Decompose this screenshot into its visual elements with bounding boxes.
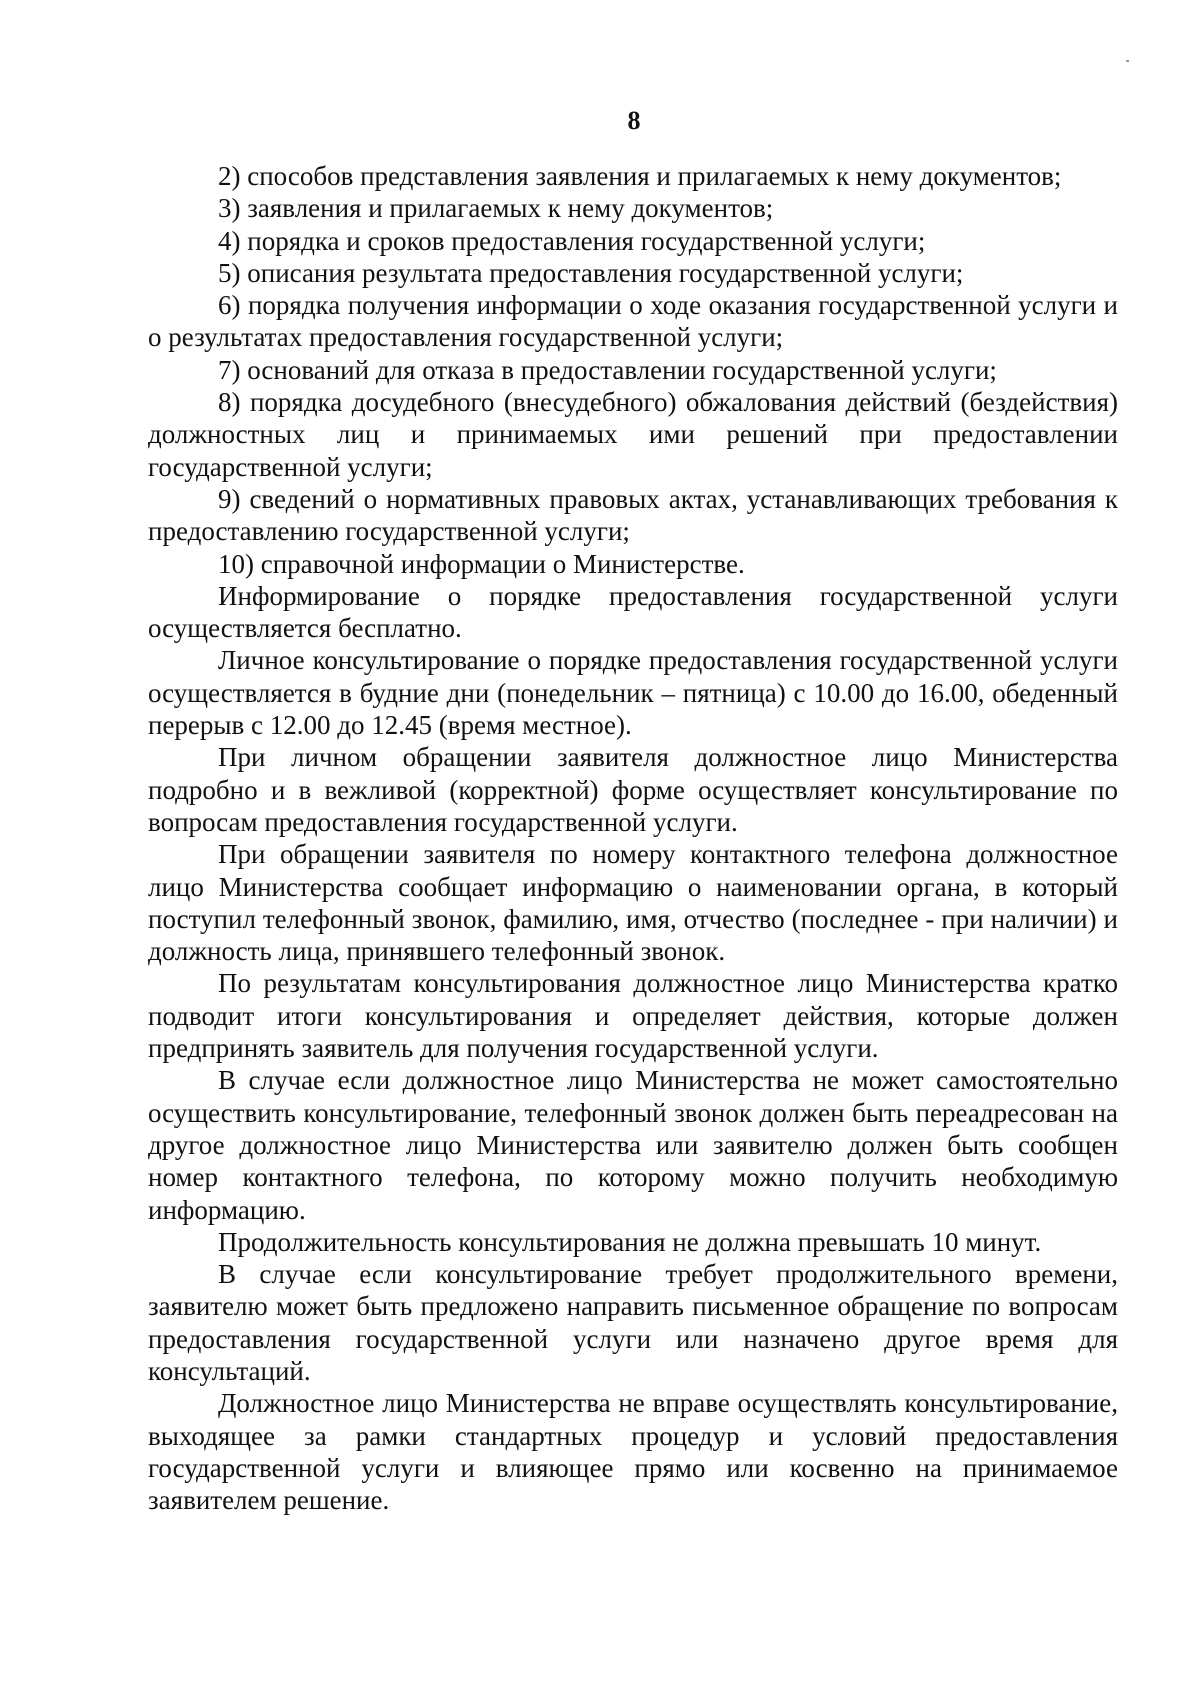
list-item-7: 7) оснований для отказа в предоставлении государственной услуги; (218, 354, 997, 385)
list-item-10: 10) справочной информации о Министерстве. (218, 548, 745, 579)
paragraph-long-consulting: В случае если консультирование требует продолжительного времени, заявителю может быть предложено направить письменное обращение по вопросам предоставления государственной услуги или назначено другое время для консультаций. (148, 1259, 1118, 1386)
paragraph-consulting-scope: Должностное лицо Министерства не вправе осуществлять консультирование, выходящее за рамки стандартных процедур и условий предоставления государственной услуги и влияющее прямо или косвенно на принимаемое заявителем решение. (148, 1388, 1118, 1516)
paragraph-phone-request: При обращении заявителя по номеру контактного телефона должностное лицо Министерства сообщает информацию о наименовании органа, в который поступил телефонный звонок, фамилию, имя, отчество (последнее - при наличии) и должность лица, принявшего телефонный звонок. (148, 839, 1118, 967)
paragraph-call-redirect: В случае если должностное лицо Министерства не может самостоятельно осуществить консультирование, телефонный звонок должен быть переадресован на другое должностное лицо Министерства или заявителю должен быть сообщен номер контактного телефона, по которому можно получить необходимую информацию. (148, 1065, 1118, 1225)
paragraph-consulting-results: По результатам консультирования должностное лицо Министерства кратко подводит итоги консультирования и определяет действия, которые должен предпринять заявитель для получения государственной услуги. (148, 968, 1118, 1064)
list-item-3: 3) заявления и прилагаемых к нему документов; (218, 193, 774, 224)
paragraph-personal-consulting-hours: Личное консультирование о порядке предоставления государственной услуги осуществляется в будние дни (понедельник – пятница) с 10.00 до 16.00, обеденный перерыв с 12.00 до 12.45 (время местное). (148, 645, 1118, 741)
page-number: 8 (627, 106, 641, 135)
paragraph-duration-limit: Продолжительность консультирования не должна превышать 10 минут. (218, 1226, 1042, 1257)
paragraph-free-informing: Информирование о порядке предоставления государственной услуги осуществляется бесплатно. (148, 580, 1118, 644)
list-item-5: 5) описания результата предоставления государственной услуги; (218, 257, 964, 288)
paragraph-in-person-request: При личном обращении заявителя должностное лицо Министерства подробно и в вежливой (корректной) форме осуществляет консультирование по вопросам предоставления государственной услуги. (148, 742, 1118, 837)
scan-speck (1126, 60, 1129, 62)
list-item-8: 8) порядка досудебного (внесудебного) обжалования действий (бездействия) должностных лиц и принимаемых ими решений при предоставлении государственной услуги; (148, 387, 1118, 482)
document-body (148, 160, 1118, 1516)
list-item-9: 9) сведений о нормативных правовых актах, устанавливающих требования к предоставлению государственной услуги; (148, 483, 1118, 547)
list-item-6: 6) порядка получения информации о ходе оказания государственной услуги и о результатах предоставления государственной услуги; (148, 290, 1118, 353)
list-item-2: 2) способов представления заявления и прилагаемых к нему документов; (218, 161, 1062, 191)
list-item-4: 4) порядка и сроков предоставления государственной услуги; (218, 225, 926, 256)
